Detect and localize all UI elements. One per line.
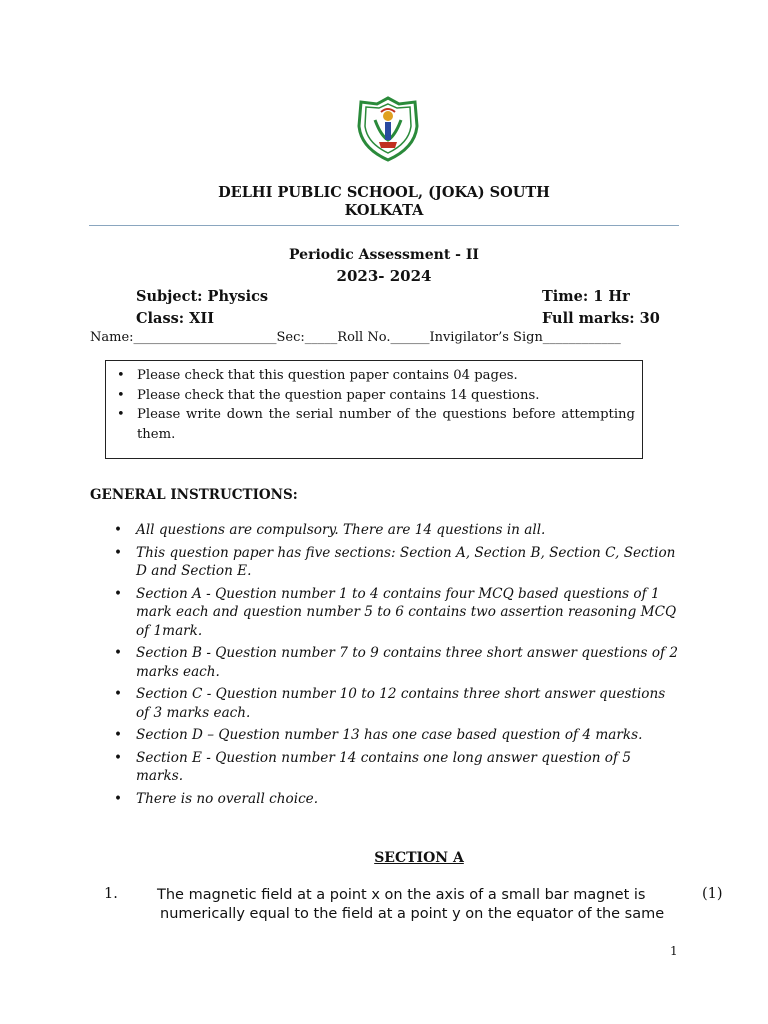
general-instructions-list	[136, 521, 681, 812]
exam-year: 2023- 2024	[336, 267, 432, 285]
checklist-item: • Please write down the serial number of the questions before attempting them.	[137, 405, 635, 444]
instruction-item: • There is no overall choice.	[136, 790, 681, 809]
exam-title: Periodic Assessment - II	[289, 247, 479, 263]
instruction-item: • This question paper has five sections: Section A, Section B, Section C, Section D and Section E.	[136, 544, 681, 581]
section-a-title: SECTION A	[374, 850, 464, 866]
student-details-line: Name:______________________Sec:_____Roll No.______Invigilator’s Sign____________	[90, 330, 621, 345]
instruction-item: • All questions are compulsory. There are 14 questions in all.	[136, 521, 681, 540]
page-number: 1	[670, 944, 678, 958]
subject-label: Subject: Physics	[136, 288, 269, 305]
question-number: 1.	[104, 886, 118, 902]
question-line: The magnetic field at a point x on the axis of a small bar magnet is	[157, 887, 646, 903]
time-label: Time: 1 Hr	[542, 288, 630, 305]
question-marks: (1)	[702, 886, 723, 902]
checklist-box	[105, 360, 643, 459]
question-line: numerically equal to the field at a point y on the equator of the same	[160, 906, 665, 922]
question-text	[157, 886, 677, 924]
instruction-item: • Section B - Question number 7 to 9 contains three short answer questions of 2 marks each.	[136, 644, 681, 681]
instruction-item: • Section E - Question number 14 contains one long answer question of 5 marks.	[136, 749, 681, 786]
checklist-item: • Please check that this question paper contains 04 pages.	[137, 366, 635, 386]
class-label: Class: XII	[136, 310, 214, 327]
checklist-item: • Please check that the question paper contains 14 questions.	[137, 386, 635, 406]
instruction-item: • Section A - Question number 1 to 4 contains four MCQ based questions of 1 mark each and question number 5 to 6 contains two assertion reasoning MCQ of 1mark.	[136, 585, 681, 641]
header-divider	[89, 225, 679, 226]
full-marks-label: Full marks: 30	[542, 310, 660, 327]
instruction-item: • Section D – Question number 13 has one case based question of 4 marks.	[136, 726, 681, 745]
school-name-line1: DELHI PUBLIC SCHOOL, (JOKA) SOUTH	[218, 184, 550, 201]
general-instructions-title: GENERAL INSTRUCTIONS:	[90, 487, 298, 503]
instruction-item: • Section C - Question number 10 to 12 contains three short answer questions of 3 marks each.	[136, 685, 681, 722]
school-name-line2: KOLKATA	[344, 202, 424, 219]
school-logo	[351, 96, 425, 162]
